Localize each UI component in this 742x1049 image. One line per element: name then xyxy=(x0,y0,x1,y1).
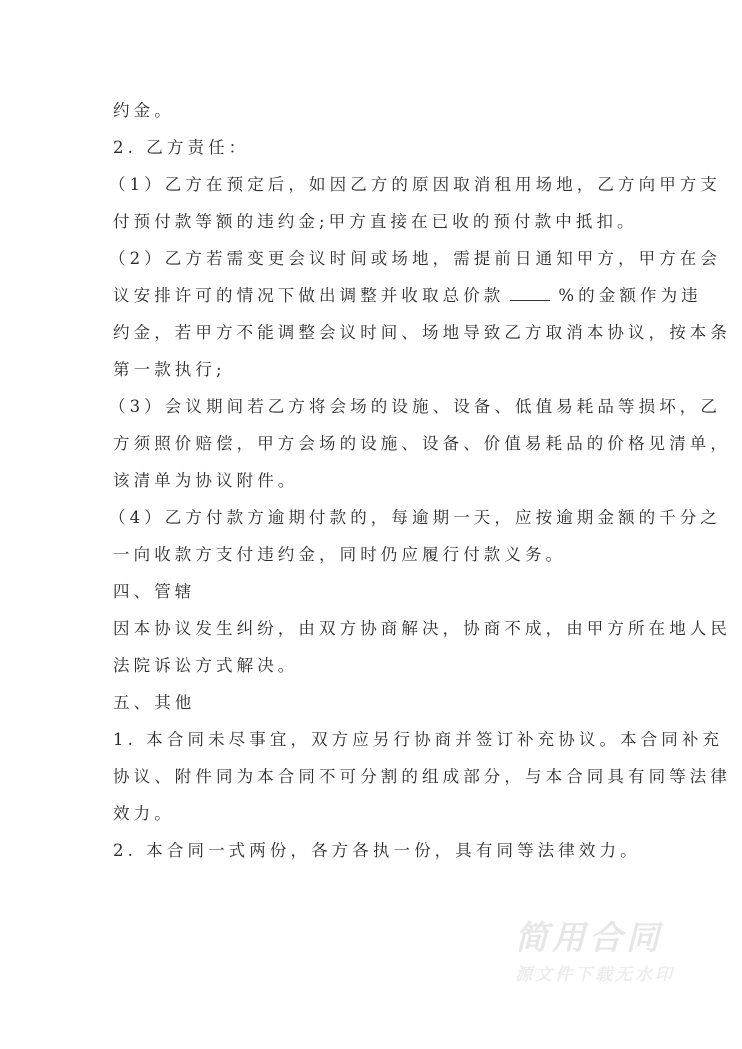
clause-1-line: 付预付款等额的违约金;甲方直接在已收的预付款中抵扣。 xyxy=(113,212,638,231)
clause-2-line xyxy=(113,281,702,318)
clause-2-line: 约金，若甲方不能调整会议时间、场地导致乙方取消本协议，按本条 xyxy=(113,323,731,342)
other-clause-2-line: 2. 本合同一式两份，各方各执一份，具有同等法律效力。 xyxy=(113,841,641,860)
jurisdiction-line: 法院诉讼方式解决。 xyxy=(113,656,299,675)
clause-2-text-after-blank: %的金额作为违 xyxy=(558,286,702,305)
document-body xyxy=(109,96,731,873)
clause-2-line: （2）乙方若需变更会议时间或场地，需提前日通知甲方，甲方在会 xyxy=(109,249,721,268)
clause-3-line: 该清单为协议附件。 xyxy=(113,471,299,490)
other-clause-1-line: 1. 本合同未尽事宜，双方应另行协商并签订补充协议。本合同补充 xyxy=(113,730,724,749)
section-heading-other: 五、其他 xyxy=(113,693,196,712)
paragraph-line: 约金。 xyxy=(113,101,175,120)
clause-2-line: 第一款执行; xyxy=(113,360,226,379)
clause-2-text-before-blank: 议安排许可的情况下做出调整并收取总价款 xyxy=(113,286,505,305)
jurisdiction-line: 因本协议发生纠纷，由双方协商解决，协商不成，由甲方所在地人民 xyxy=(113,619,731,638)
other-clause-1-line: 效力。 xyxy=(113,804,175,823)
clause-4-line: （4）乙方付款方逾期付款的，每逾期一天，应按逾期金额的千分之 xyxy=(109,508,721,527)
percentage-blank-field[interactable] xyxy=(510,286,550,301)
watermark-tagline: 源文件下载无水印 xyxy=(515,965,675,985)
watermark xyxy=(515,918,715,990)
section-heading-jurisdiction: 四、管辖 xyxy=(113,582,196,601)
other-clause-1-line: 协议、附件同为本合同不可分割的组成部分，与本合同具有同等法律 xyxy=(113,767,731,786)
clause-3-line: （3）会议期间若乙方将会场的设施、设备、低值易耗品等损坏，乙 xyxy=(109,397,721,416)
clause-1-line: （1）乙方在预定后，如因乙方的原因取消租用场地，乙方向甲方支 xyxy=(109,175,721,194)
section-heading-party-b-liability: 2. 乙方责任： xyxy=(113,138,250,157)
clause-4-line: 一向收款方支付违约金，同时仍应履行付款义务。 xyxy=(113,545,567,564)
clause-3-line: 方须照价赔偿，甲方会场的设施、设备、价值易耗品的价格见清单， xyxy=(113,434,731,453)
watermark-brand: 简用合同 xyxy=(515,918,663,957)
